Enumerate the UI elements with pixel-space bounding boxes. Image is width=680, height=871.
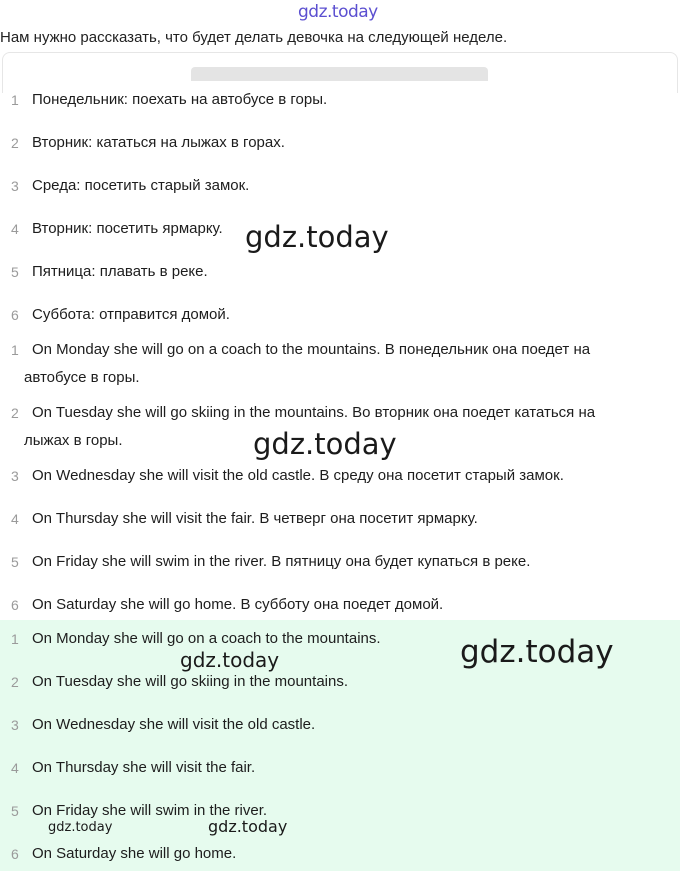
item-text: Вторник: кататься на лыжах в горах.: [32, 134, 285, 151]
watermark: gdz.today: [298, 2, 378, 22]
item-text: On Saturday she will go home. В субботу она поедет домой.: [32, 596, 444, 613]
item-text: On Thursday she will visit the fair.: [32, 759, 256, 776]
item-number: 5: [11, 264, 19, 280]
watermark: gdz.today: [208, 817, 288, 836]
item-number: 2: [11, 674, 19, 690]
item-text: Вторник: посетить ярмарку.: [32, 220, 223, 237]
item-number: 5: [11, 803, 19, 819]
item-text: On Saturday she will go home.: [32, 845, 237, 862]
item-number: 3: [11, 178, 19, 194]
item-number: 5: [11, 554, 19, 570]
item-number: 4: [11, 511, 19, 527]
item-number: 1: [11, 92, 19, 108]
obscured-tab: [191, 67, 488, 81]
item-number: 1: [11, 631, 19, 647]
watermark: gdz.today: [460, 634, 614, 670]
item-text: On Tuesday she will go skiing in the mountains.: [32, 673, 349, 690]
intro-text: Нам нужно рассказать, что будет делать девочка на следующей неделе.: [0, 29, 508, 46]
item-text-continued: лыжах в горы.: [24, 432, 123, 449]
item-text: On Tuesday she will go skiing in the mountains. Во вторник она поедет кататься на: [32, 404, 596, 421]
item-number: 6: [11, 597, 19, 613]
item-number: 3: [11, 468, 19, 484]
item-number: 4: [11, 221, 19, 237]
item-number: 6: [11, 846, 19, 862]
item-text: Среда: посетить старый замок.: [32, 177, 250, 194]
item-number: 2: [11, 405, 19, 421]
item-text: On Friday she will swim in the river.: [32, 802, 268, 819]
item-text: On Wednesday she will visit the old castle. В среду она посетит старый замок.: [32, 467, 564, 484]
item-text-continued: автобусе в горы.: [24, 369, 140, 386]
item-text: On Thursday she will visit the fair. В четверг она посетит ярмарку.: [32, 510, 478, 527]
item-number: 4: [11, 760, 19, 776]
item-text: On Monday she will go on a coach to the mountains.: [32, 630, 381, 647]
item-number: 6: [11, 307, 19, 323]
item-text: On Wednesday she will visit the old castle.: [32, 716, 316, 733]
watermark: gdz.today: [180, 648, 280, 672]
item-number: 3: [11, 717, 19, 733]
item-text: Пятница: плавать в реке.: [32, 263, 208, 280]
item-text: Суббота: отправится домой.: [32, 306, 230, 323]
item-number: 1: [11, 342, 19, 358]
item-text: On Friday she will swim in the river. В пятницу она будет купаться в реке.: [32, 553, 531, 570]
watermark: gdz.today: [245, 220, 389, 254]
watermark: gdz.today: [253, 427, 397, 461]
item-text: Понедельник: поехать на автобусе в горы.: [32, 91, 328, 108]
item-number: 2: [11, 135, 19, 151]
item-text: On Monday she will go on a coach to the mountains. В понедельник она поедет на: [32, 341, 591, 358]
watermark: gdz.today: [48, 820, 113, 835]
